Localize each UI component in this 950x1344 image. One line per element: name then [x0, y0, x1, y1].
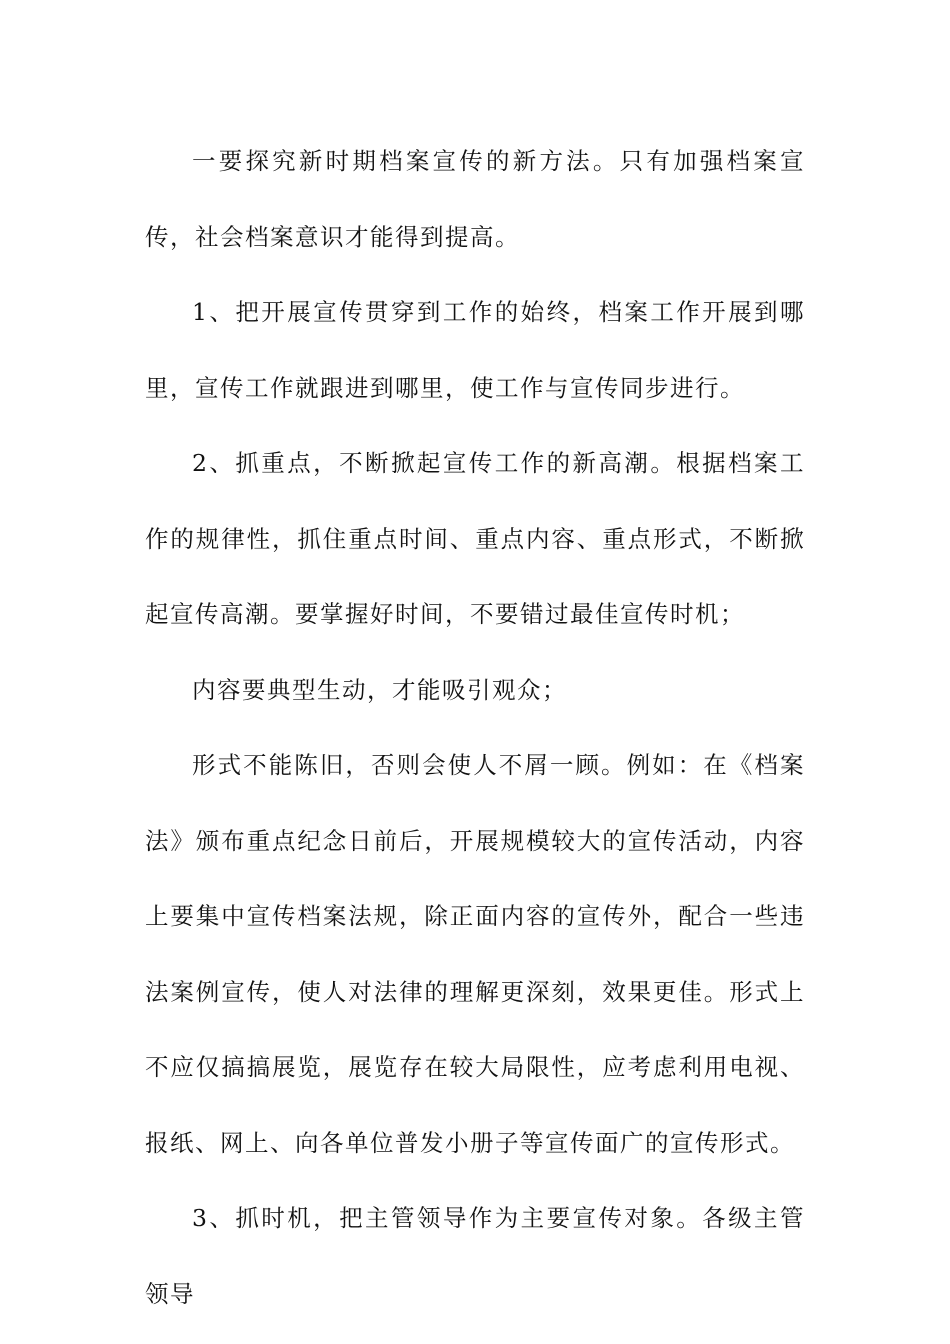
paragraph-form: 形式不能陈旧，否则会使人不屑一顾。例如：在《档案法》颁布重点纪念日前后，开展规模较大的宣传活动，内容上要集中宣传档案法规，除正面内容的宣传外，配合一些违法案例宣传，使人对法律的理解更深刻，效果更佳。形式上不应仅搞搞展览，展览存在较大局限性，应考虑利用电视、报纸、网上、向各单位普发小册子等宣传面广的宣传形式。 [145, 751, 805, 1157]
paragraph-intro: 一要探究新时期档案宣传的新方法。只有加强档案宣传，社会档案意识才能得到提高。 [145, 147, 805, 251]
paragraph-content: 内容要典型生动，才能吸引观众； [192, 675, 567, 704]
paragraph-item-1: 1、把开展宣传贯穿到工作的始终，档案工作开展到哪里，宣传工作就跟进到哪里，使工作与宣传同步进行。 [145, 298, 805, 402]
paragraph-item-3: 3、抓时机，把主管领导作为主要宣传对象。各级主管领导 [145, 1204, 805, 1308]
paragraph-item-2: 2、抓重点，不断掀起宣传工作的新高潮。根据档案工作的规律性，抓住重点时间、重点内容、重点形式，不断掀起宣传高潮。要掌握好时间，不要错过最佳宣传时机； [145, 449, 805, 628]
document-body [145, 124, 805, 1332]
